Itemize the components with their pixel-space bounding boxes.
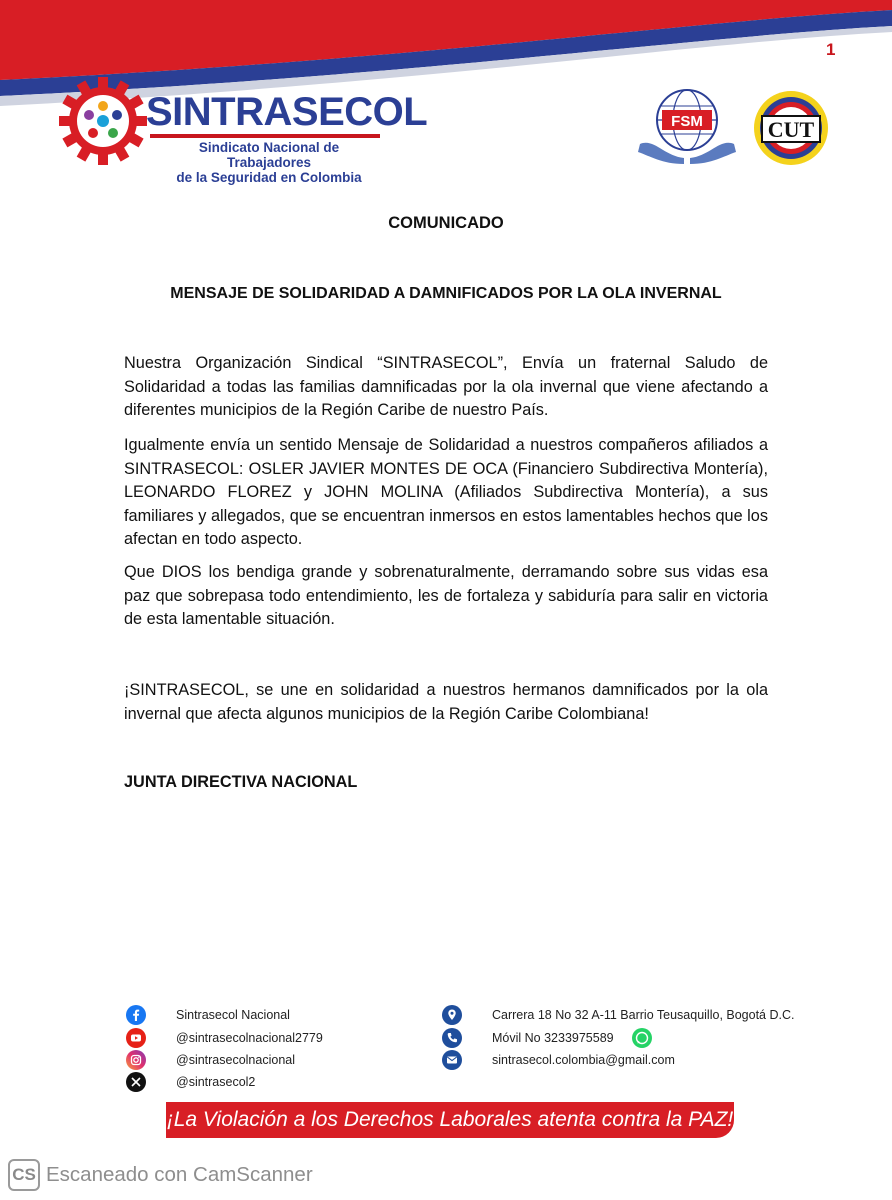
phone-icon bbox=[442, 1028, 462, 1048]
contact-address-text: Carrera 18 No 32 A-11 Barrio Teusaquillo, Bogotá D.C. bbox=[492, 1008, 795, 1022]
social-youtube-text: @sintrasecolnacional2779 bbox=[176, 1031, 323, 1045]
social-facebook-text: Sintrasecol Nacional bbox=[176, 1008, 290, 1022]
cut-logo-text: CUT bbox=[767, 117, 815, 142]
sintrasecol-logo bbox=[58, 76, 428, 185]
paragraph-4: ¡SINTRASECOL, se une en solidaridad a nuestros hermanos damnificados por la ola invernal que afecta algunos municipios de la Región Caribe Colombiana! bbox=[124, 681, 768, 723]
camscanner-text: Escaneado con CamScanner bbox=[46, 1163, 313, 1186]
contact-address bbox=[442, 1004, 794, 1026]
slogan-text: ¡La Violación a los Derechos Laborales atenta contra la PAZ! bbox=[166, 1108, 734, 1131]
paragraph-2: Igualmente envía un sentido Mensaje de Solidaridad a nuestros compañeros afiliados a SINTRASECOL: OSLER JAVIER MONTES DE OCA (Financiero Subdirectiva Montería), LEONARDO FLOREZ y JOHN MOLINA (Afiliados Subdirectiva Montería), a sus familiares y allegados, que se encuentran inmersos en estos lamentables hechos que los afectan en todo aspecto. bbox=[124, 436, 768, 548]
fsm-logo-text: FSM bbox=[671, 113, 703, 130]
document-subtitle: MENSAJE DE SOLIDARIDAD A DAMNIFICADOS POR LA OLA INVERNAL bbox=[170, 285, 722, 302]
contact-email-text: sintrasecol.colombia@gmail.com bbox=[492, 1053, 675, 1067]
social-x-text: @sintrasecol2 bbox=[176, 1075, 256, 1089]
contact-email[interactable] bbox=[442, 1049, 675, 1071]
facebook-icon bbox=[126, 1005, 146, 1025]
brand-subtitle-line1: Sindicato Nacional de Trabajadores bbox=[198, 140, 340, 170]
instagram-icon bbox=[126, 1050, 146, 1070]
whatsapp-icon bbox=[632, 1028, 652, 1048]
document-title: COMUNICADO bbox=[388, 214, 504, 232]
social-facebook[interactable] bbox=[126, 1004, 290, 1026]
social-instagram[interactable] bbox=[126, 1049, 295, 1071]
paragraph-3: Que DIOS los bendiga grande y sobrenaturalmente, derramando sobre sus vidas esa paz que sobrepasa todo entendimiento, les de fortaleza y sabiduría para salir en victoria de esta lamentable situación. bbox=[124, 563, 768, 628]
camscanner-logo-icon: CS bbox=[8, 1159, 40, 1191]
x-icon bbox=[126, 1072, 146, 1092]
page-number: 1 bbox=[826, 40, 836, 59]
location-icon bbox=[442, 1005, 462, 1025]
gear-logo-icon bbox=[58, 76, 148, 166]
social-x[interactable] bbox=[126, 1071, 255, 1093]
brand-subtitle bbox=[164, 140, 374, 185]
social-instagram-text: @sintrasecolnacional bbox=[176, 1053, 296, 1067]
cut-logo bbox=[748, 88, 834, 168]
contact-phone-text: Móvil No 3233975589 bbox=[492, 1031, 614, 1045]
brand-subtitle-line2: de la Seguridad en Colombia bbox=[176, 170, 362, 185]
youtube-icon bbox=[126, 1028, 146, 1048]
camscanner-watermark bbox=[8, 1158, 313, 1192]
brand-name: SINTRASECOL bbox=[146, 90, 428, 134]
contact-phone[interactable] bbox=[442, 1027, 652, 1049]
paragraph-1: Nuestra Organización Sindical “SINTRASECOL”, Envía un fraternal Saludo de Solidaridad a todas las familias damnificadas por la ola invernal que viene afectando a diferentes municipios de la Región Caribe de nuestro País. bbox=[124, 354, 768, 419]
fsm-logo bbox=[634, 86, 740, 166]
signature: JUNTA DIRECTIVA NACIONAL bbox=[124, 773, 358, 791]
email-icon bbox=[442, 1050, 462, 1070]
social-youtube[interactable] bbox=[126, 1027, 323, 1049]
slogan-bar bbox=[166, 1102, 734, 1138]
brand-underline bbox=[150, 134, 380, 138]
